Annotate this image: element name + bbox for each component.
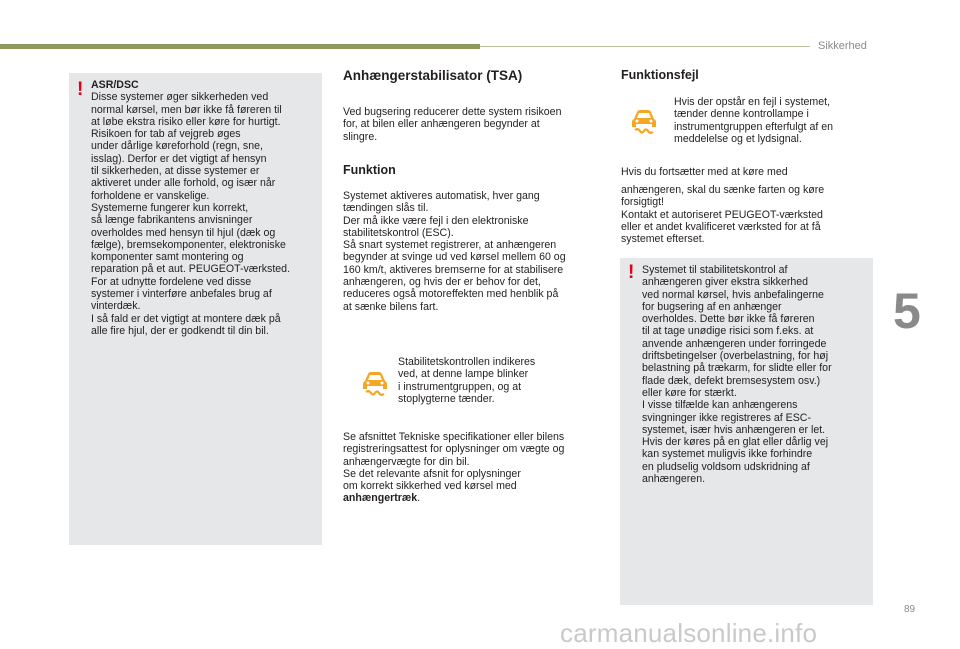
see-also-body: Se afsnittet Tekniske specifikationer eller bilens registreringsattest for oplysninger om vægte og anhængervægte for din bil. Se det relevante afsnit for oplysninger om korrekt sikkerhed ved kørsel med — [343, 431, 565, 493]
warning-title: ASR/DSC — [91, 79, 139, 91]
skidding-car-icon — [626, 103, 662, 139]
tsa-heading: Anhængerstabilisator (TSA) — [343, 68, 523, 83]
chapter-number: 5 — [893, 283, 921, 339]
see-also-text — [343, 431, 608, 505]
function-text: Systemet aktiveres automatisk, hver gang tændingen slås til. Der må ikke være fejl i den elektroniske stabilitetskontrol (ESC). Så snart systemet registrerer, at anhængeren begynder at svinge ud ved kørsel mellem 60 og 160 km/t, aktiveres bremserne for at stabilisere anhængeren, og hvis der er behov for det, reduceres også motoreffekten med henblik på at sænke bilens fart. — [343, 190, 566, 313]
skidding-car-icon — [357, 365, 393, 401]
fault-text: anhængeren, skal du sænke farten og køre forsigtigt! Kontakt et autoriseret PEUGEOT-værksted eller et andet kvalificeret værksted for at få systemet efterset. — [621, 184, 825, 246]
section-label: Sikkerhed — [818, 40, 867, 52]
header-accent-bar — [0, 44, 480, 49]
fault-heading: Funktionsfejl — [621, 68, 699, 82]
tsa-lamp-text: Stabilitetskontrollen indikeres ved, at denne lampe blinker i instrumentgruppen, og at stoplygterne tænder. — [398, 356, 536, 405]
see-also-end: . — [417, 492, 421, 505]
warning-text: Systemet til stabilitetskontrol af anhængeren giver ekstra sikkerhed ved normal kørsel, hvis anbefalingerne for bugsering af en anhænger overholdes. Dette bør ikke få føreren til at tage unødige risici som f.eks. at anvende anhængeren under forringede driftsbetingelser (overbelastning, for høj belastning på trækarm, for slidte eller for flade dæk, defekt bremsesystem osv.) eller køre for stærkt. I visse tilfælde kan anhængerens svingninger ikke registreres af ESC- systemet, især hvis anhængeren er let. Hvis der køres på en glat eller dårlig vej kan systemet muligvis ikke forhindre en pludselig voldsom udskridning af anhængeren. — [642, 264, 832, 486]
see-also-bold: anhængertræk — [343, 492, 418, 505]
tsa-warning-box — [620, 258, 873, 605]
page-number: 89 — [904, 604, 916, 615]
fault-line1: Hvis du fortsætter med at køre med — [621, 166, 788, 178]
warning-exclamation-icon: ! — [628, 262, 635, 283]
asr-dsc-warning-box — [69, 73, 322, 545]
warning-text: Disse systemer øger sikkerheden ved normal kørsel, men bør ikke få føreren til at løbe ekstra risiko eller køre for hurtigt. Risikoen for tab af vejgreb øges under dårlige køreforhold (regn, sne, isslag). Derfor er det vigtigt af hensyn til sikkerheden, at disse systemer er aktiveret under alle forhold, og især når forholdene er vanskelige. Systemerne fungerer kun korrekt, så længe fabrikantens anvisninger overholdes med hensyn til hjul (dæk og fælge), bremsekomponenter, elektroniske komponenter samt montering og reparation på et aut. PEUGEOT-værksted. For at udnytte fordelene ved disse systemer i vinterføre anbefales brug af vinterdæk. I så fald er det vigtigt at montere dæk på alle fire hjul, der er godkendt til din bil. — [91, 91, 291, 337]
watermark: carmanualsonline.info — [560, 618, 818, 648]
function-heading: Funktion — [343, 163, 396, 177]
fault-lamp-text: Hvis der opstår en fejl i systemet, tænder denne kontrollampe i instrumentgruppen efterfulgt af en meddelelse og et lydsignal. — [674, 96, 834, 145]
header-rule — [480, 46, 810, 47]
warning-exclamation-icon: ! — [77, 79, 84, 100]
tsa-intro: Ved bugsering reducerer dette system risikoen for, at bilen eller anhængeren begynder at slingre. — [343, 106, 562, 143]
